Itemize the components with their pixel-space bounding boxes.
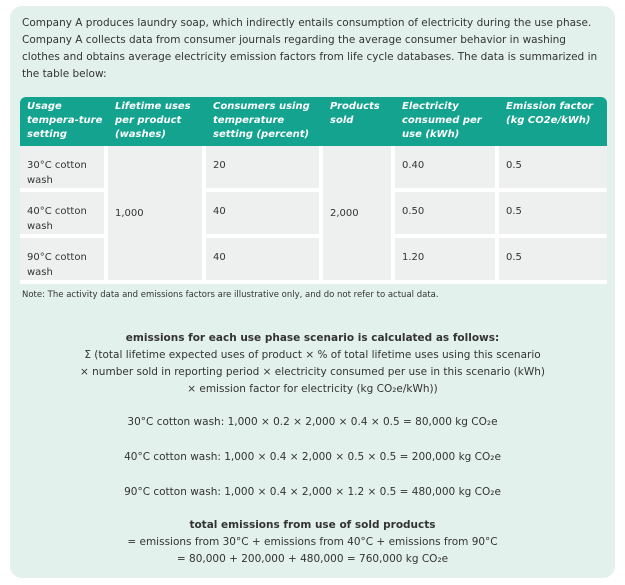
cell-electricity: 0.40 <box>395 146 499 192</box>
cell-percent: 40 <box>206 238 323 284</box>
calc-method <box>20 330 605 398</box>
cell-percent: 40 <box>206 192 323 238</box>
data-table <box>20 97 607 284</box>
cell-setting: 90°C cotton wash <box>20 238 108 284</box>
cell-factor: 0.5 <box>499 238 607 284</box>
cell-electricity: 0.50 <box>395 192 499 238</box>
table-row <box>20 146 607 192</box>
header-products-sold: Products sold <box>323 97 395 146</box>
cell-percent: 20 <box>206 146 323 192</box>
cell-setting: 40°C cotton wash <box>20 192 108 238</box>
header-emission-factor: Emission factor (kg CO2e/kWh) <box>499 97 607 146</box>
total-line: = emissions from 30°C + emissions from 40°C + emissions from 90°C <box>127 536 498 548</box>
cell-electricity: 1.20 <box>395 238 499 284</box>
calc-heading: emissions for each use phase scenario is calculated as follows: <box>125 332 500 344</box>
header-lifetime-uses: Lifetime uses per product (washes) <box>108 97 206 146</box>
example-90c: 90°C cotton wash: 1,000 × 0.4 × 2,000 × 1.2 × 0.5 = 480,000 kg CO₂e <box>124 486 501 498</box>
header-usage-setting: Usage tempera-ture setting <box>20 97 108 146</box>
cell-setting: 30°C cotton wash <box>20 146 108 192</box>
cell-factor: 0.5 <box>499 146 607 192</box>
total-heading: total emissions from use of sold products <box>189 519 436 531</box>
cell-factor: 0.5 <box>499 192 607 238</box>
header-electricity: Electricity consumed per use (kWh) <box>395 97 499 146</box>
total-section <box>20 517 605 568</box>
cell-products-sold: 2,000 <box>323 146 395 284</box>
total-line: = 80,000 + 200,000 + 480,000 = 760,000 kg CO₂e <box>176 553 449 565</box>
cell-lifetime-uses: 1,000 <box>108 146 206 284</box>
example-40c: 40°C cotton wash: 1,000 × 0.4 × 2,000 × 0.5 × 0.5 = 200,000 kg CO₂e <box>124 451 501 463</box>
example-30c: 30°C cotton wash: 1,000 × 0.2 × 2,000 × 0.4 × 0.5 = 80,000 kg CO₂e <box>127 416 498 428</box>
formula-line: × emission factor for electricity (kg CO₂e/kWh)) <box>187 383 438 395</box>
header-consumers-percent: Consumers using temperature setting (percent) <box>206 97 323 146</box>
table-note: Note: The activity data and emissions factors are illustrative only, and do not refer to actual data. <box>22 290 439 300</box>
formula-line: × number sold in reporting period × electricity consumed per use in this scenario (kWh) <box>80 366 545 378</box>
formula-line: Σ (total lifetime expected uses of product × % of total lifetime uses using this scenario <box>84 349 541 361</box>
table-header-row <box>20 97 607 146</box>
intro-paragraph: Company A produces laundry soap, which indirectly entails consumption of electricity during the use phase. Company A collects data from consumer journals regarding the average consumer behavior in washing clothes and obtains average electricity emission factors from life cycle databases. The data is summarized in the table below: <box>22 17 598 80</box>
